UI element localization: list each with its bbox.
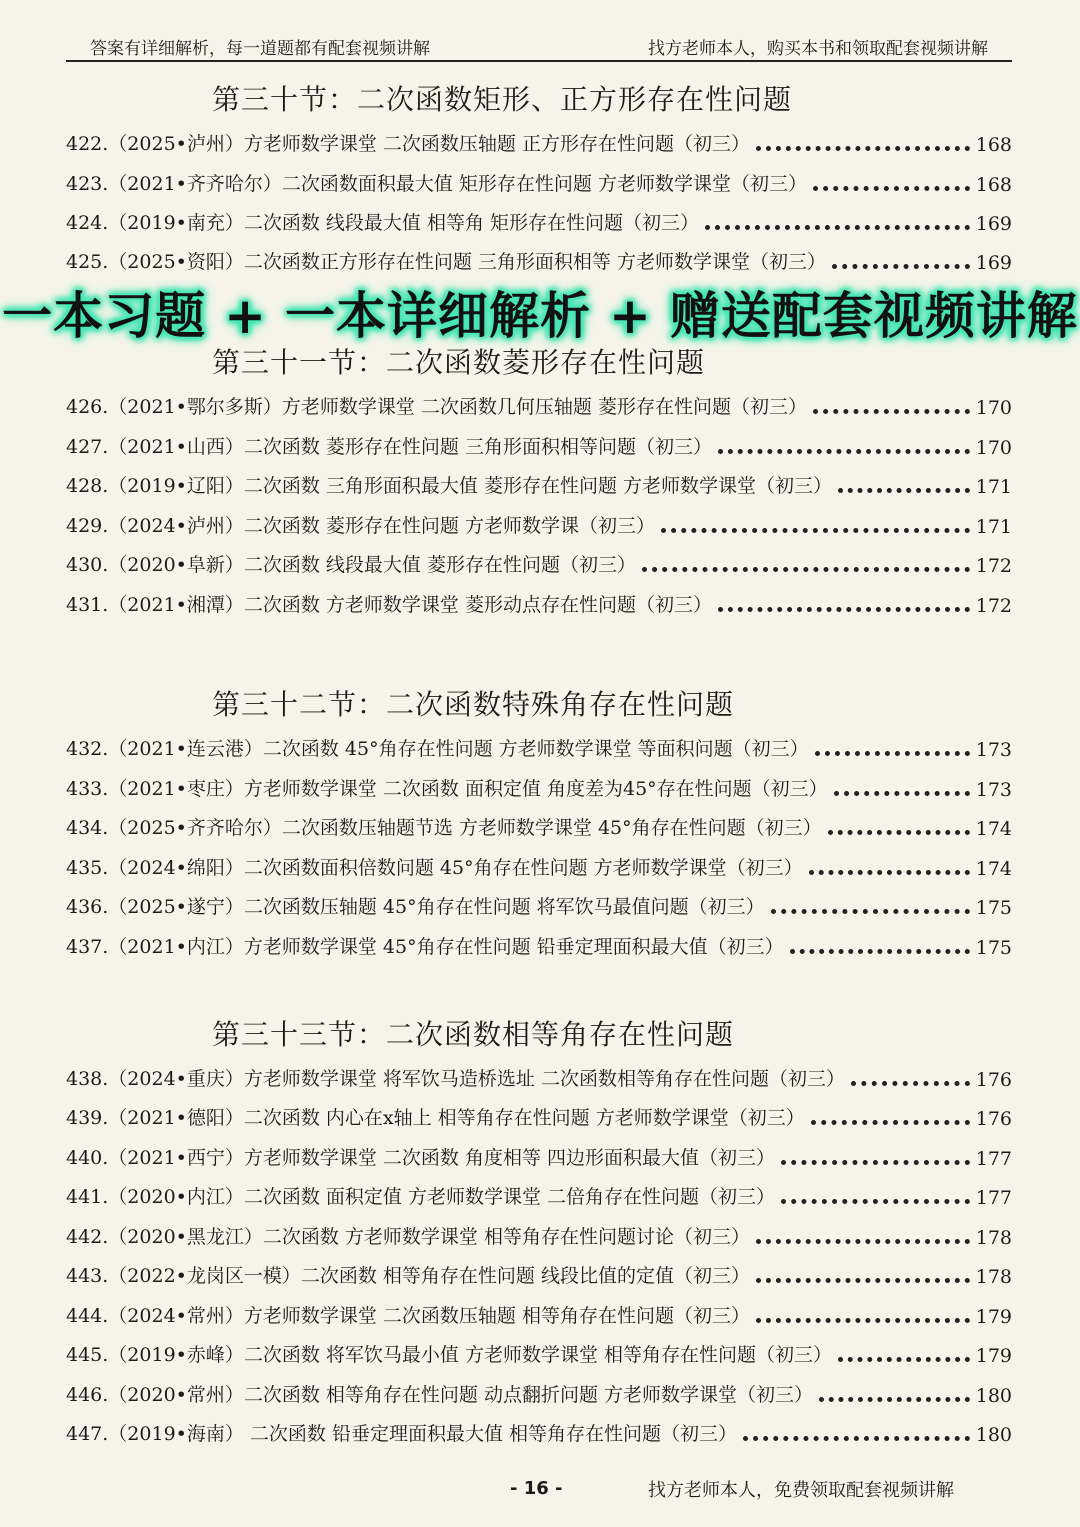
- toc-entry-text: 431.（2021•湘潭）二次函数 方老师数学课堂 菱形动点存在性问题（初三）: [66, 594, 712, 616]
- toc-entry-text: 440.（2021•西宁）方老师数学课堂 二次函数 角度相等 四边形面积最大值（初三）: [66, 1147, 775, 1169]
- section-title: 第三十节：二次函数矩形、正方形存在性问题: [212, 83, 793, 116]
- toc-entry-text: 439.（2021•德阳）二次函数 内心在x轴上 相等角存在性问题 方老师数学课堂（初三）: [66, 1107, 805, 1129]
- toc-entry-text: 426.（2021•鄂尔多斯）方老师数学课堂 二次函数几何压轴题 菱形存在性问题（初三）: [66, 396, 807, 418]
- leader-dots: [811, 1120, 970, 1125]
- banner-part-exercises: 一本习题: [2, 287, 207, 345]
- promo-banner: [0, 276, 1080, 345]
- toc-entry-text: 424.（2019•南充）二次函数 线段最大值 相等角 矩形存在性问题（初三）: [66, 212, 699, 234]
- banner-part-solutions: 一本详细解析: [285, 287, 591, 345]
- toc-entry[interactable]: [66, 850, 1012, 880]
- toc-entry-text: 437.（2021•内江）方老师数学课堂 45°角存在性问题 铅垂定理面积最大值（初三）: [66, 936, 784, 958]
- toc-entry[interactable]: [66, 547, 1012, 577]
- toc-entry-text: 447.（2019•海南） 二次函数 铅垂定理面积最大值 相等角存在性问题（初三）: [66, 1423, 737, 1445]
- leader-dots: [838, 1357, 970, 1362]
- banner-plus: +: [224, 287, 267, 345]
- toc-entry[interactable]: [66, 1377, 1012, 1407]
- toc-page-number: 176: [975, 1069, 1012, 1091]
- toc-entry[interactable]: [66, 1298, 1012, 1328]
- banner-plus: +: [609, 287, 652, 345]
- leader-dots: [718, 607, 970, 612]
- toc-entry[interactable]: [66, 468, 1012, 498]
- toc-page-number: 170: [975, 397, 1012, 419]
- leader-dots: [834, 791, 970, 796]
- toc-entry-text: 423.（2021•齐齐哈尔）二次函数面积最大值 矩形存在性问题 方老师数学课堂（初三）: [66, 173, 807, 195]
- toc-entry[interactable]: [66, 587, 1012, 617]
- toc-entry-text: 443.（2022•龙岗区一模）二次函数 相等角存在性问题 线段比值的定值（初三）: [66, 1265, 750, 1287]
- leader-dots: [809, 870, 970, 875]
- leader-dots: [705, 225, 970, 230]
- leader-dots: [756, 1318, 970, 1323]
- footer-page-number: - 16 -: [510, 1478, 563, 1499]
- toc-entry[interactable]: [66, 508, 1012, 538]
- footer-right-text: 找方老师本人，免费领取配套视频讲解: [648, 1480, 954, 1501]
- toc-entry[interactable]: [66, 731, 1012, 761]
- toc-entry[interactable]: [66, 1258, 1012, 1288]
- toc-entry-text: 436.（2025•遂宁）二次函数压轴题 45°角存在性问题 将军饮马最值问题（初三）: [66, 896, 765, 918]
- leader-dots: [828, 830, 970, 835]
- section-title: 第三十一节：二次函数菱形存在性问题: [212, 346, 706, 379]
- toc-entry-text: 446.（2020•常州）二次函数 相等角存在性问题 动点翻折问题 方老师数学课堂（初三）: [66, 1384, 813, 1406]
- leader-dots: [838, 488, 970, 493]
- toc-entry[interactable]: [66, 889, 1012, 919]
- header-right-text: 找方老师本人，购买本书和领取配套视频讲解: [648, 39, 988, 59]
- toc-page-number: 179: [975, 1306, 1012, 1328]
- toc-page-number: 180: [975, 1385, 1012, 1407]
- leader-dots: [781, 1160, 970, 1165]
- toc-page-number: 178: [975, 1266, 1012, 1288]
- toc-page-number: 169: [975, 252, 1012, 274]
- leader-dots: [790, 949, 970, 954]
- toc-entry[interactable]: [66, 1416, 1012, 1446]
- toc-page-number: 171: [975, 516, 1012, 538]
- leader-dots: [819, 1397, 970, 1402]
- leader-dots: [832, 264, 970, 269]
- leader-dots: [851, 1081, 970, 1086]
- header-left-text: 答案有详细解析，每一道题都有配套视频讲解: [90, 39, 430, 59]
- toc-page-number: 177: [975, 1148, 1012, 1170]
- section-title: 第三十二节：二次函数特殊角存在性问题: [212, 688, 735, 721]
- toc-page-number: 178: [975, 1227, 1012, 1249]
- toc-entry[interactable]: [66, 166, 1012, 196]
- toc-page-number: 177: [975, 1187, 1012, 1209]
- page-header: [66, 30, 1012, 62]
- toc-entry[interactable]: [66, 1179, 1012, 1209]
- toc-entry[interactable]: [66, 1337, 1012, 1367]
- toc-page-number: 174: [975, 818, 1012, 840]
- toc-page-number: 168: [975, 134, 1012, 156]
- toc-page-number: 172: [975, 555, 1012, 577]
- toc-entry[interactable]: [66, 810, 1012, 840]
- leader-dots: [756, 146, 970, 151]
- toc-page-number: 169: [975, 213, 1012, 235]
- toc-entry[interactable]: [66, 771, 1012, 801]
- toc-entry-text: 425.（2025•资阳）二次函数正方形存在性问题 三角形面积相等 方老师数学课堂（初三）: [66, 251, 826, 273]
- leader-dots: [718, 449, 970, 454]
- toc-page-number: 174: [975, 858, 1012, 880]
- toc-entry[interactable]: [66, 1061, 1012, 1091]
- toc-entry[interactable]: [66, 1219, 1012, 1249]
- toc-entry[interactable]: [66, 244, 1012, 274]
- toc-page-number: 173: [975, 779, 1012, 801]
- toc-entry-text: 433.（2021•枣庄）方老师数学课堂 二次函数 面积定值 角度差为45°存在性问题（初三）: [66, 778, 828, 800]
- toc-entry-text: 422.（2025•泸州）方老师数学课堂 二次函数压轴题 正方形存在性问题（初三）: [66, 133, 750, 155]
- toc-page-number: 180: [975, 1424, 1012, 1446]
- leader-dots: [642, 567, 970, 572]
- toc-entry-text: 444.（2024•常州）方老师数学课堂 二次函数压轴题 相等角存在性问题（初三）: [66, 1305, 750, 1327]
- toc-entry-text: 428.（2019•辽阳）二次函数 三角形面积最大值 菱形存在性问题 方老师数学课堂（初三）: [66, 475, 832, 497]
- toc-page-number: 175: [975, 897, 1012, 919]
- toc-entry[interactable]: [66, 205, 1012, 235]
- banner-part-videos: 赠送配套视频讲解: [669, 287, 1078, 345]
- toc-entry[interactable]: [66, 429, 1012, 459]
- toc-entry-text: 442.（2020•黑龙江）二次函数 方老师数学课堂 相等角存在性问题讨论（初三）: [66, 1226, 750, 1248]
- toc-entry-text: 445.（2019•赤峰）二次函数 将军饮马最小值 方老师数学课堂 相等角存在性问题（初三）: [66, 1344, 832, 1366]
- toc-entry[interactable]: [66, 389, 1012, 419]
- toc-page-number: 171: [975, 476, 1012, 498]
- leader-dots: [771, 909, 970, 914]
- toc-page-number: 179: [975, 1345, 1012, 1367]
- toc-entry-text: 427.（2021•山西）二次函数 菱形存在性问题 三角形面积相等问题（初三）: [66, 436, 712, 458]
- toc-entry[interactable]: [66, 126, 1012, 156]
- toc-page-number: 168: [975, 174, 1012, 196]
- toc-entry-text: 434.（2025•齐齐哈尔）二次函数压轴题节选 方老师数学课堂 45°角存在性问题（初三）: [66, 817, 822, 839]
- toc-entry-text: 435.（2024•绵阳）二次函数面积倍数问题 45°角存在性问题 方老师数学课堂（初三）: [66, 857, 803, 879]
- leader-dots: [743, 1436, 970, 1441]
- toc-entry[interactable]: [66, 1100, 1012, 1130]
- toc-entry-text: 438.（2024•重庆）方老师数学课堂 将军饮马造桥选址 二次函数相等角存在性问题（初三）: [66, 1068, 845, 1090]
- leader-dots: [781, 1199, 970, 1204]
- toc-entry-text: 432.（2021•连云港）二次函数 45°角存在性问题 方老师数学课堂 等面积问题（初三）: [66, 738, 809, 760]
- leader-dots: [813, 186, 970, 191]
- toc-entry-text: 429.（2024•泸州）二次函数 菱形存在性问题 方老师数学课（初三）: [66, 515, 655, 537]
- toc-entry-text: 430.（2020•阜新）二次函数 线段最大值 菱形存在性问题（初三）: [66, 554, 636, 576]
- toc-page-number: 173: [975, 739, 1012, 761]
- toc-page-number: 175: [975, 937, 1012, 959]
- toc-page-number: 176: [975, 1108, 1012, 1130]
- toc-entry-text: 441.（2020•内江）二次函数 面积定值 方老师数学课堂 二倍角存在性问题（初三）: [66, 1186, 775, 1208]
- leader-dots: [756, 1239, 970, 1244]
- section-title: 第三十三节：二次函数相等角存在性问题: [212, 1018, 735, 1051]
- toc-page-number: 172: [975, 595, 1012, 617]
- leader-dots: [813, 409, 970, 414]
- toc-entry[interactable]: [66, 1140, 1012, 1170]
- leader-dots: [756, 1278, 970, 1283]
- leader-dots: [815, 751, 970, 756]
- toc-entry[interactable]: [66, 929, 1012, 959]
- leader-dots: [661, 528, 970, 533]
- toc-page-number: 170: [975, 437, 1012, 459]
